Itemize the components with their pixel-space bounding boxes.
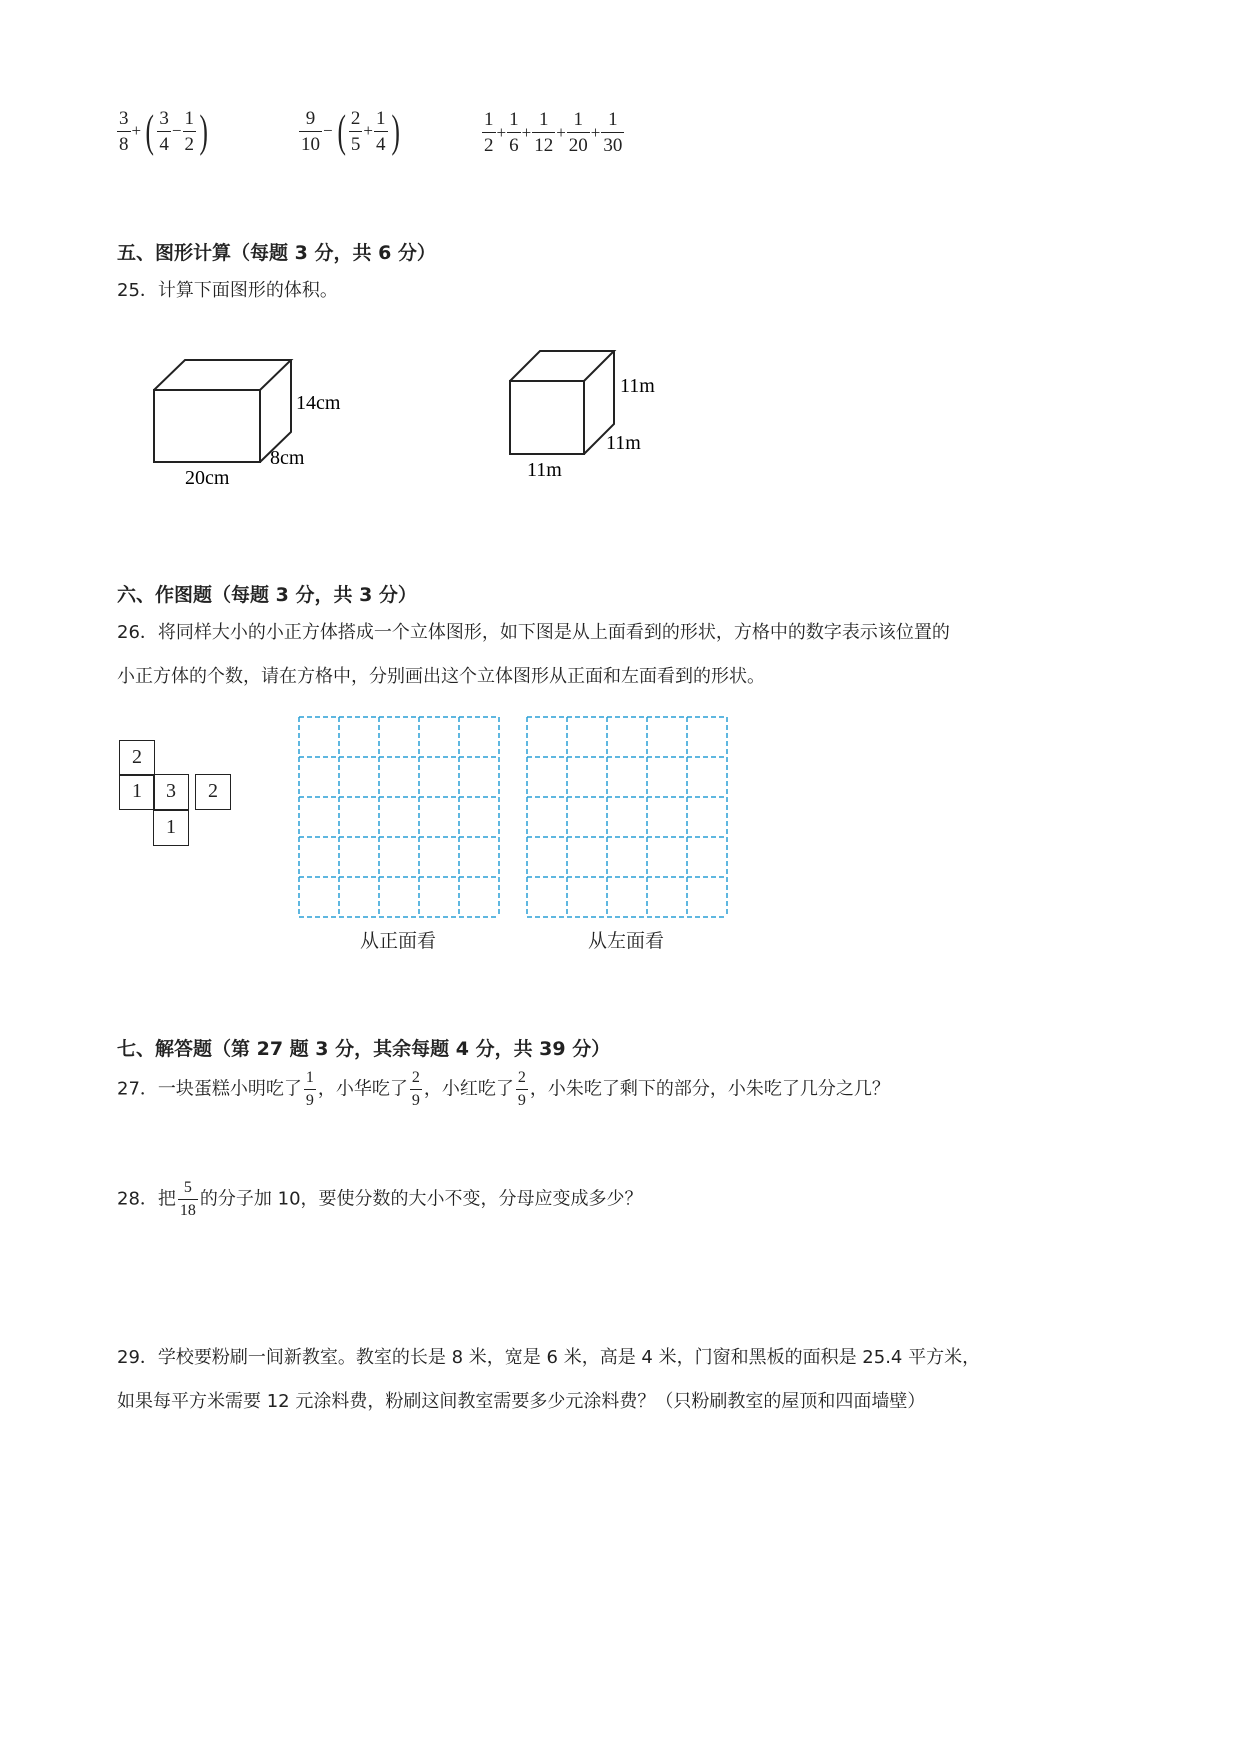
expression-2: $\frac{9}{10}$ −( $\frac{2}{5}$ + $\frac{1}{4}$ ) [301, 105, 400, 156]
left-view-grid[interactable] [526, 716, 728, 918]
cube-figure [500, 345, 700, 485]
question-29-line-1: 29．学校要粉刷一间新教室。教室的长是 8 米，宽是 6 米，高是 4 米，门窗和黑板的面积是 25.4 平方米， [117, 1347, 981, 1368]
question-26-line-1: 26．将同样大小的小正方体搭成一个立体图形，如下图是从上面看到的形状，方格中的数字表示该位置的 [117, 622, 950, 643]
cuboid-depth-label: 8cm [270, 447, 305, 469]
top-view-cell: 1 [119, 774, 155, 810]
left-view-caption: 从左面看 [588, 930, 665, 952]
question-28: 28．把 $\frac{5}{18}$ 的分子加 10，要使分数的大小不变，分母应变成多少？ [117, 1179, 643, 1219]
cuboid-length-label: 20cm [185, 467, 230, 489]
front-view-grid[interactable] [298, 716, 500, 918]
question-27: 27．一块蛋糕小明吃了 $\frac{1}{9}$ ，小华吃了 $\frac{2}{9}$ ，小红吃了 $\frac{2}{9}$ ，小朱吃了剩下的部分，小朱吃了几分之几？ [117, 1069, 890, 1109]
top-view-cell: 1 [153, 810, 189, 846]
expression-3: $\frac{1}{2}$ + $\frac{1}{6}$ + $\frac{1}{12}$ + $\frac{1}{20}$ + $\frac{1}{30}$ [484, 109, 623, 156]
fraction: $\frac{3}{8}$ [119, 107, 129, 155]
question-26-line-2: 小正方体的个数，请在方格中，分别画出这个立体图形从正面和左面看到的形状。 [117, 666, 765, 687]
cube-length-label: 11m [527, 459, 562, 481]
top-view-cell: 3 [153, 774, 189, 810]
section-5-heading: 五、图形计算（每题 3 分，共 6 分） [117, 242, 436, 264]
front-view-caption: 从正面看 [360, 930, 437, 952]
cube-height-label: 11m [620, 375, 655, 397]
cuboid-figure [140, 350, 380, 490]
question-29-line-2: 如果每平方米需要 12 元涂料费，粉刷这间教室需要多少元涂料费？（只粉刷教室的屋顶和四面墙壁） [117, 1391, 926, 1412]
top-view-cell: 2 [119, 740, 155, 776]
expression-1: $\frac{3}{8}$ +( $\frac{3}{4}$ − $\frac{1}{2}$ ) [119, 105, 208, 156]
question-25: 25．计算下面图形的体积。 [117, 280, 338, 301]
top-view-cell: 2 [195, 774, 231, 810]
section-6-heading: 六、作图题（每题 3 分，共 3 分） [117, 584, 417, 606]
cuboid-height-label: 14cm [296, 392, 341, 414]
section-7-heading: 七、解答题（第 27 题 3 分，其余每题 4 分，共 39 分） [117, 1038, 611, 1060]
cube-depth-label: 11m [606, 432, 641, 454]
